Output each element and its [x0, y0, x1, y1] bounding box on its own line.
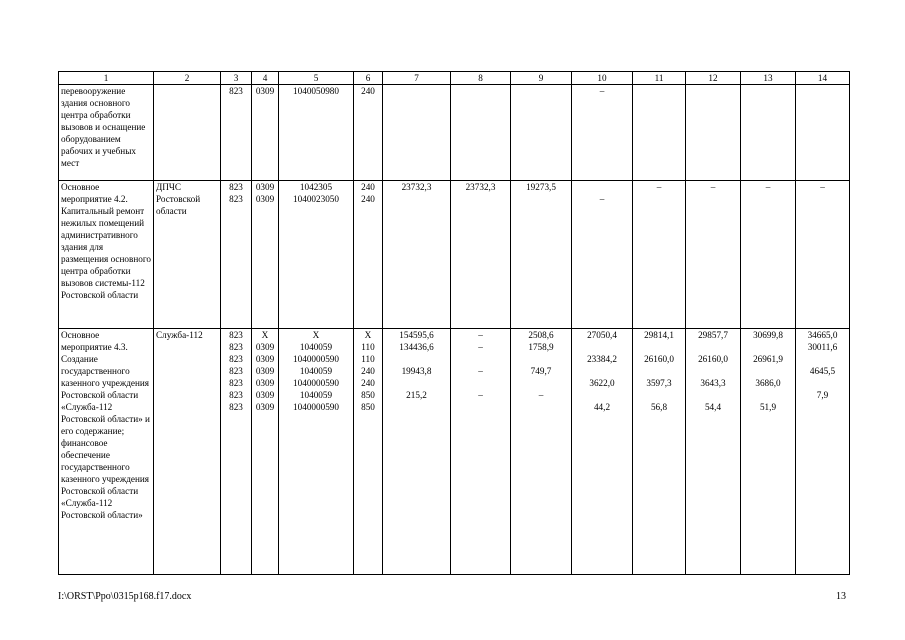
- value-line: –: [478, 342, 483, 352]
- value-line: [453, 377, 508, 389]
- value-cell: [572, 329, 633, 575]
- column-number-cell: 4: [252, 72, 279, 85]
- value-line: 23732,3: [465, 182, 496, 192]
- value-cell: [252, 85, 279, 181]
- value-cell: [796, 329, 850, 575]
- program-row: [59, 329, 850, 575]
- value-cell: [221, 181, 252, 329]
- value-line: 1040059: [299, 342, 333, 352]
- value-line: [453, 85, 508, 97]
- value-line: 823: [229, 354, 243, 364]
- measure-name-cell: перевооружение здания основного центра обработки вызовов и оснащение оборудованием рабочих и учебных мест: [59, 85, 154, 181]
- value-line: –: [599, 194, 605, 204]
- value-line: 0309: [255, 366, 275, 376]
- value-cell: [252, 329, 279, 575]
- value-line: [453, 193, 508, 205]
- value-cell: [796, 85, 850, 181]
- value-line: 23384,2: [587, 354, 617, 364]
- value-cell: [354, 85, 383, 181]
- value-line: [385, 377, 448, 389]
- value-line: X: [364, 330, 372, 340]
- column-number-row: [59, 72, 850, 85]
- value-line: 0309: [255, 86, 275, 96]
- value-cell: [633, 329, 686, 575]
- value-line: 27050,4: [587, 330, 617, 340]
- value-cell: [633, 181, 686, 329]
- column-number-cell: 3: [221, 72, 252, 85]
- value-line: 850: [361, 402, 375, 412]
- value-line: [688, 341, 738, 353]
- value-line: 1040059: [299, 366, 333, 376]
- value-line: –: [478, 390, 483, 400]
- value-line: [743, 365, 793, 377]
- budget-table: [58, 71, 850, 575]
- value-line: [385, 401, 448, 413]
- program-row: [59, 181, 850, 329]
- value-line: 26961,9: [753, 354, 783, 364]
- column-number-cell: 1: [59, 72, 154, 85]
- value-line: [635, 389, 683, 401]
- column-number-cell: 10: [572, 72, 633, 85]
- value-line: 215,2: [406, 390, 427, 400]
- column-number-cell: 8: [451, 72, 511, 85]
- value-line: 0309: [255, 354, 275, 364]
- value-line: 44,2: [593, 402, 611, 412]
- value-line: 823: [229, 86, 243, 96]
- value-line: 29857,7: [698, 330, 728, 340]
- value-line: [385, 353, 448, 365]
- value-cell: [279, 85, 354, 181]
- value-cell: [572, 181, 633, 329]
- value-cell: [686, 329, 741, 575]
- value-line: 54,4: [704, 402, 722, 412]
- value-line: 3643,3: [700, 378, 726, 388]
- value-line: 26160,0: [644, 354, 674, 364]
- value-cell: [451, 181, 511, 329]
- value-line: –: [599, 86, 605, 96]
- value-line: [688, 365, 738, 377]
- value-line: –: [765, 182, 771, 192]
- value-line: –: [478, 366, 483, 376]
- column-number-cell: 14: [796, 72, 850, 85]
- column-number-cell: 2: [154, 72, 221, 85]
- value-line: 0309: [255, 342, 275, 352]
- value-line: [798, 353, 847, 365]
- value-line: 1758,9: [528, 342, 554, 352]
- value-line: [385, 193, 448, 205]
- value-line: 823: [229, 390, 243, 400]
- value-cell: [741, 181, 796, 329]
- value-cell: [279, 329, 354, 575]
- value-line: [574, 341, 630, 353]
- value-cell: [221, 85, 252, 181]
- value-line: 29814,1: [644, 330, 674, 340]
- value-cell: [686, 85, 741, 181]
- value-line: 1042305: [299, 182, 333, 192]
- value-line: 4645,5: [809, 366, 836, 376]
- value-line: 110: [361, 354, 375, 364]
- value-line: [453, 401, 508, 413]
- value-line: [798, 377, 847, 389]
- value-line: [743, 85, 793, 97]
- value-line: [798, 85, 847, 97]
- value-cell: [451, 85, 511, 181]
- value-cell: [633, 85, 686, 181]
- executor-cell: ДПЧС Ростовской области: [154, 181, 221, 329]
- value-line: 19943,8: [401, 366, 432, 376]
- value-line: –: [478, 330, 483, 340]
- value-line: 823: [229, 402, 243, 412]
- value-line: 3686,0: [755, 378, 781, 388]
- value-cell: [511, 329, 572, 575]
- column-number-cell: 13: [741, 72, 796, 85]
- value-cell: [354, 181, 383, 329]
- value-line: 2508,6: [528, 330, 554, 340]
- value-line: [453, 353, 508, 365]
- value-line: 823: [229, 182, 243, 192]
- value-cell: [383, 85, 451, 181]
- value-line: 1040000590: [293, 354, 339, 364]
- value-cell: [451, 329, 511, 575]
- value-line: 0309: [255, 390, 275, 400]
- value-line: 240: [361, 194, 375, 204]
- value-line: 1040000590: [293, 378, 339, 388]
- value-line: X: [312, 330, 320, 340]
- value-cell: [796, 181, 850, 329]
- value-line: 154595,6: [399, 330, 434, 340]
- value-line: 110: [361, 342, 375, 352]
- value-line: [513, 85, 569, 97]
- value-line: –: [820, 182, 825, 192]
- value-cell: [741, 85, 796, 181]
- value-cell: [252, 181, 279, 329]
- value-line: 749,7: [530, 366, 552, 376]
- executor-cell: Служба-112: [154, 329, 221, 575]
- value-line: 3597,3: [646, 378, 672, 388]
- value-line: –: [538, 390, 544, 400]
- value-line: 26160,0: [698, 354, 728, 364]
- value-line: 56,8: [650, 402, 668, 412]
- column-number-cell: 12: [686, 72, 741, 85]
- value-line: 134436,6: [399, 342, 434, 352]
- value-line: –: [656, 182, 662, 192]
- value-line: [635, 85, 683, 97]
- value-line: [743, 193, 793, 205]
- value-line: 823: [229, 378, 243, 388]
- value-line: 240: [361, 378, 375, 388]
- value-line: [574, 389, 630, 401]
- column-number-cell: 11: [633, 72, 686, 85]
- value-cell: [511, 181, 572, 329]
- value-cell: [383, 329, 451, 575]
- value-line: [513, 193, 569, 205]
- value-line: 34665,0: [807, 330, 838, 340]
- value-line: X: [261, 330, 269, 340]
- executor-cell: [154, 85, 221, 181]
- value-line: [513, 401, 569, 413]
- column-number-cell: 6: [354, 72, 383, 85]
- value-line: [688, 85, 738, 97]
- value-line: 30011,6: [807, 342, 838, 352]
- value-line: 240: [361, 86, 375, 96]
- column-number-cell: 7: [383, 72, 451, 85]
- value-line: 850: [361, 390, 375, 400]
- value-line: [798, 193, 847, 205]
- value-line: 0309: [255, 378, 275, 388]
- value-line: 823: [229, 330, 243, 340]
- footer-file-path: I:\ORST\Ppo\0315p168.f17.docx: [58, 591, 192, 602]
- column-number-cell: 9: [511, 72, 572, 85]
- value-line: [743, 341, 793, 353]
- value-line: [635, 341, 683, 353]
- measure-name-cell: Основное мероприятие 4.2. Капитальный ремонт нежилых помещений административного здания для размещения основного центра обработки вызовов системы-112 Ростовской области: [59, 181, 154, 329]
- value-line: 19273,5: [526, 182, 556, 192]
- value-line: [798, 401, 847, 413]
- value-line: [688, 193, 738, 205]
- value-line: [513, 377, 569, 389]
- value-cell: [511, 85, 572, 181]
- value-line: 0309: [255, 194, 275, 204]
- value-cell: [354, 329, 383, 575]
- value-line: [635, 365, 683, 377]
- value-line: 1040000590: [293, 402, 339, 412]
- value-line: 240: [361, 366, 375, 376]
- value-line: 823: [229, 366, 243, 376]
- value-line: [574, 181, 630, 193]
- value-line: 823: [229, 342, 243, 352]
- value-line: 30699,8: [753, 330, 783, 340]
- value-line: [385, 85, 448, 97]
- page-number: 13: [836, 591, 846, 602]
- value-line: [574, 365, 630, 377]
- value-line: 51,9: [759, 402, 777, 412]
- value-line: 0309: [255, 402, 275, 412]
- value-line: 240: [361, 182, 375, 192]
- value-cell: [572, 85, 633, 181]
- value-line: [635, 193, 683, 205]
- value-line: [513, 353, 569, 365]
- value-line: 23732,3: [401, 182, 432, 192]
- value-line: [743, 389, 793, 401]
- value-cell: [686, 181, 741, 329]
- column-number-cell: 5: [279, 72, 354, 85]
- program-row: [59, 85, 850, 181]
- value-cell: [221, 329, 252, 575]
- value-line: 0309: [255, 182, 275, 192]
- value-line: 1040059: [299, 390, 333, 400]
- value-cell: [279, 181, 354, 329]
- value-line: 823: [229, 194, 243, 204]
- value-cell: [741, 329, 796, 575]
- value-cell: [383, 181, 451, 329]
- value-line: 3622,0: [589, 378, 615, 388]
- value-line: 1040023050: [293, 194, 339, 204]
- value-line: [688, 389, 738, 401]
- value-line: –: [710, 182, 716, 192]
- value-line: 7,9: [816, 390, 829, 400]
- measure-name-cell: Основное мероприятие 4.3. Создание государственного казенного учреждения Ростовской области «Служба-112 Ростовской области» и его содержание; финансовое обеспечение государственного казенного учреждения Ростовской области «Служба-112 Ростовской области»: [59, 329, 154, 575]
- value-line: 1040050980: [293, 86, 339, 96]
